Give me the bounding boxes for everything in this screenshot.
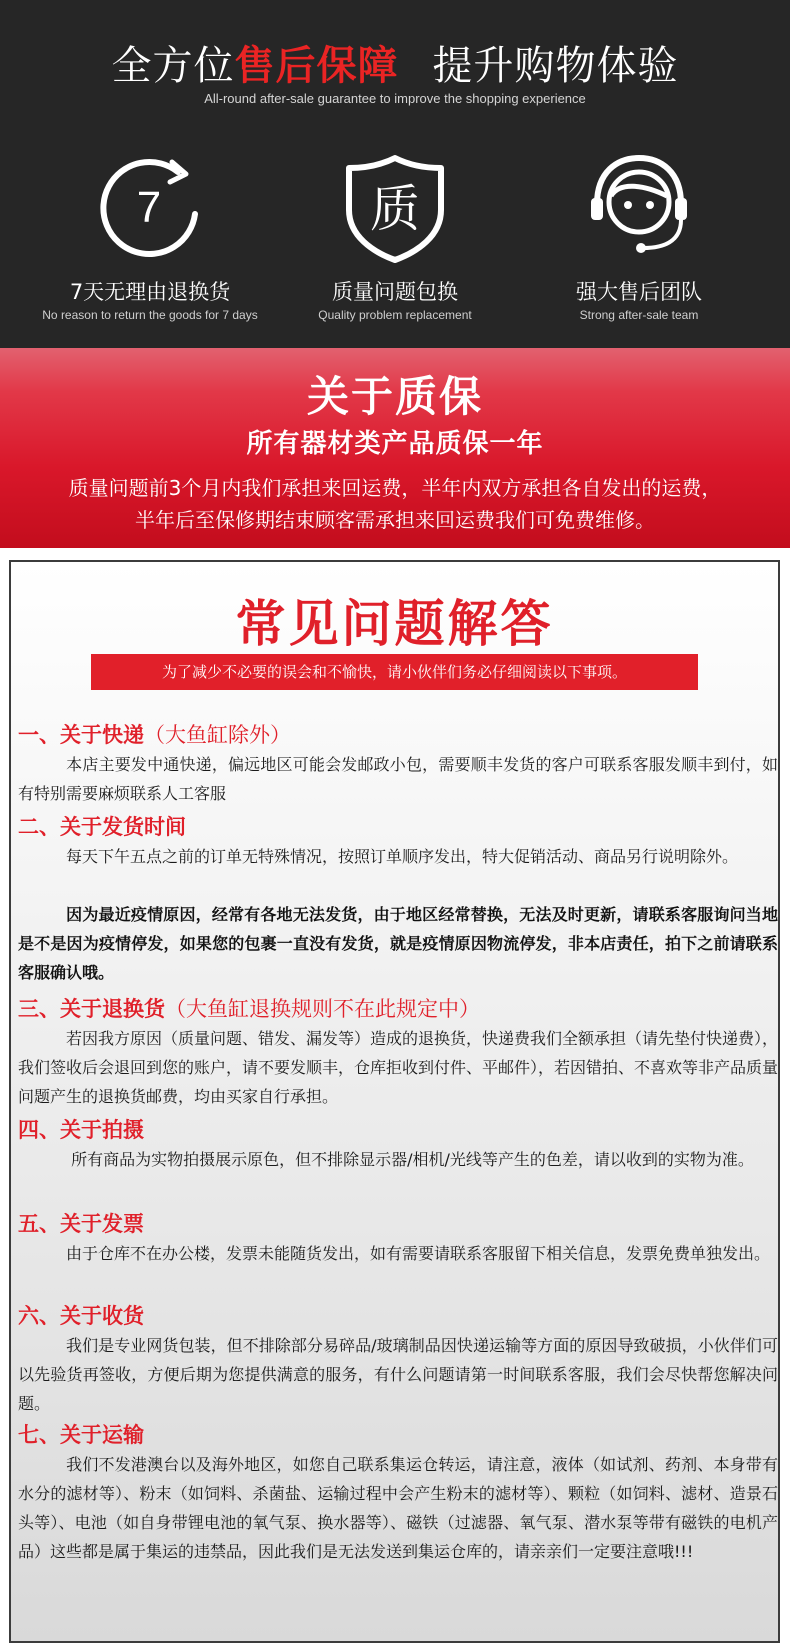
page-headline — [0, 34, 790, 91]
faq-title: 常见问题解答 — [235, 595, 554, 653]
quality-shield-icon — [339, 152, 451, 264]
faq-notice-banner: 为了减少不必要的误会和不愉快，请小伙伴们务必仔细阅读以下事项。 — [91, 654, 698, 690]
section-text-epidemic-notice: 因为最近疫情原因，经常有各地无法发货，由于地区经常替换，无法及时更新，请联系客服询问当地是不是因为疫情停发，如果您的包裹一直没有发货，就是疫情原因物流停发，非本店责任，拍下之前请联系客服确认哦。 — [18, 905, 778, 982]
seven-day-return-icon — [94, 152, 206, 264]
section-text-photography: 所有商品为实物拍摄展示原色，但不排除显示器/相机/光线等产生的色差，请以收到的实物为准。 — [66, 1150, 754, 1169]
section-text-receipt: 我们是专业网货包装，但不排除部分易碎品/玻璃制品因快递运输等方面的原因导致破损，小伙伴们可以先验货再签收，方便后期为您提供满意的服务，有什么问题请第一时间联系客服，我们会尽快帮您解决问题。 — [18, 1336, 778, 1413]
headline-part2: 提升购物体验 — [432, 43, 679, 89]
warranty-subtitle: 所有器材类产品质保一年 — [246, 429, 544, 459]
section-text-shipping-time: 每天下午五点之前的订单无特殊情况，按照订单顺序发出，特大促销活动、商品另行说明除外。 — [66, 847, 739, 866]
feature-subtitle-team: Strong after-sale team — [579, 308, 699, 322]
headline-english: All-round after-sale guarantee to improve the shopping experience — [204, 91, 586, 106]
section-heading-transport: 七、关于运输 — [18, 1423, 144, 1447]
after-sale-header — [0, 0, 790, 348]
headline-part1: 全方位 — [111, 43, 235, 89]
section-text-invoice: 由于仓库不在办公楼，发票未能随货发出，如有需要请联系客服留下相关信息，发票免费单独发出。 — [66, 1244, 771, 1263]
section-text-transport: 我们不发港澳台以及海外地区，如您自己联系集运仓转运，请注意，液体（如试剂、药剂、本身带有水分的滤材等）、粉末（如饲料、杀菌盐、运输过程中会产生粉末的滤材等）、颗粒（如饲料、滤材、造景石头等）、电池（如自身带锂电池的氧气泵、换水器等）、磁铁（过滤器、氧气泵、潜水泵等带有磁铁的电机产品）这些都是属于集运的违禁品，因此我们是无法发送到集运仓库的，请亲亲们一定要注意哦!!! — [18, 1455, 778, 1561]
section-text-returns: 若因我方原因（质量问题、错发、漏发等）造成的退换货，快递费我们全额承担（请先垫付快递费），我们签收后会退回到您的账户，请不要发顺丰，仓库拒收到付件、平邮件），若因错拍、不喜欢等非产品质量问题产生的退换货邮费，均由买家自行承担。 — [18, 1029, 779, 1106]
section-heading-express: 一、关于快递（大鱼缸除外） — [18, 723, 291, 747]
section-heading-receipt: 六、关于收货 — [18, 1304, 144, 1328]
warranty-title: 关于质保 — [306, 372, 483, 421]
feature-subtitle-quality: Quality problem replacement — [318, 308, 472, 322]
faq-panel — [9, 560, 780, 1643]
feature-title-return: 7天无理由退换货 — [69, 280, 231, 304]
section-note-express: （大鱼缸除外） — [144, 723, 291, 747]
section-heading-photography: 四、关于拍摄 — [18, 1118, 144, 1142]
section-note-returns: （大鱼缸退换规则不在此规定中） — [165, 997, 480, 1021]
section-heading-returns: 三、关于退换货（大鱼缸退换规则不在此规定中） — [18, 997, 480, 1021]
feature-title-team: 强大售后团队 — [576, 280, 702, 304]
customer-service-headset-icon — [583, 152, 695, 264]
section-text-express: 本店主要发中通快递，偏远地区可能会发邮政小包，需要顺丰发货的客户可联系客服发顺丰到付，如有特别需要麻烦联系人工客服 — [18, 755, 778, 803]
warranty-terms-line2: 半年后至保修期结束顾客需承担来回运费我们可免费维修。 — [135, 508, 655, 532]
quality-char: 质 — [370, 180, 420, 238]
feature-subtitle-return: No reason to return the goods for 7 days — [42, 308, 258, 322]
section-heading-invoice: 五、关于发票 — [18, 1212, 144, 1236]
feature-title-quality: 质量问题包换 — [332, 280, 458, 304]
seven-day-number: 7 — [136, 183, 162, 232]
section-heading-shipping-time: 二、关于发货时间 — [18, 815, 186, 839]
headline-highlight: 售后保障 — [234, 43, 399, 89]
warranty-terms-line1: 质量问题前3个月内我们承担来回运费，半年内双方承担各自发出的运费， — [68, 476, 722, 500]
warranty-banner — [0, 348, 790, 548]
